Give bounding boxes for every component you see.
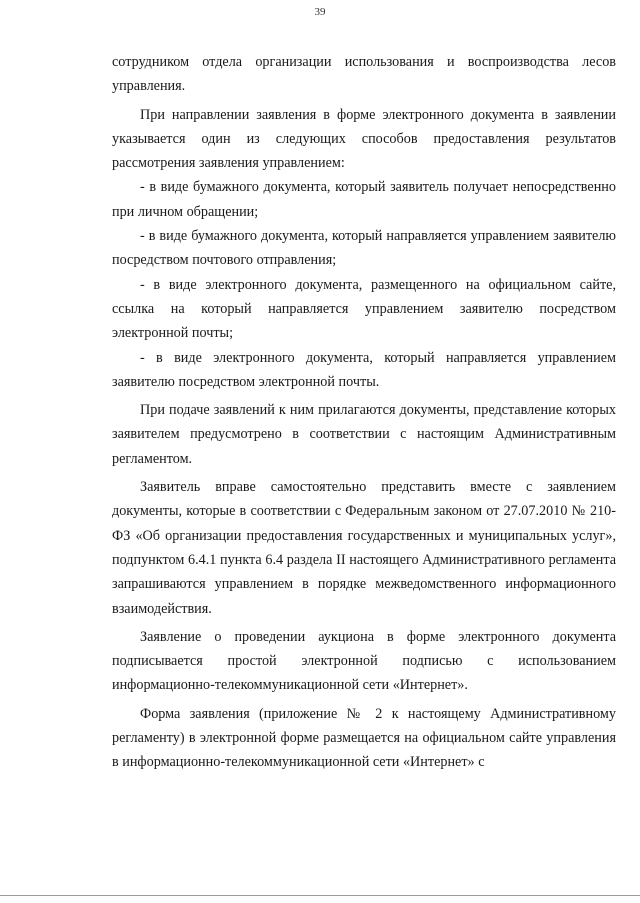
- page-bottom-rule: [0, 895, 640, 896]
- paragraph: сотрудником отдела организации использования и воспроизводства лесов управления.: [112, 54, 616, 95]
- list-item: - в виде электронного документа, который направляется управлением заявителю посредством электронной почты.: [112, 349, 616, 390]
- list-item: - в виде бумажного документа, который направляется управлением заявителю посредством почтового отправления;: [112, 228, 616, 269]
- document-body: [112, 50, 616, 775]
- paragraph: При подаче заявлений к ним прилагаются документы, представление которых заявителем предусмотрено в соответствии с настоящим Административным регламентом.: [112, 402, 616, 467]
- list-item: - в виде электронного документа, размещенного на официальном сайте, ссылка на который направляется управлением заявителю посредством электронной почты;: [112, 276, 616, 342]
- paragraph: Форма заявления (приложение № 2 к настоящему Административному регламенту) в электронной форме размещается на официальном сайте управления в информационно-телекоммуникационной сети «Интернет» с: [112, 705, 616, 771]
- paragraph: Заявление о проведении аукциона в форме электронного документа подписывается простой электронной подписью с использованием информационно-телекоммуникационной сети «Интернет».: [112, 628, 616, 694]
- paragraph: При направлении заявления в форме электронного документа в заявлении указывается один из следующих способов предоставления результатов рассмотрения заявления управлением:: [112, 106, 616, 172]
- list-item: - в виде бумажного документа, который заявитель получает непосредственно при личном обращении;: [112, 179, 616, 220]
- paragraph: Заявитель вправе самостоятельно представить вместе с заявлением документы, которые в соответствии с Федеральным законом от 27.07.2010 № 210-ФЗ «Об организации предоставления государственных и муниципальных услуг», подпунктом 6.4.1 пункта 6.4 раздела II настоящего Административного регламента запрашиваются управлением в порядке межведомственного информационного взаимодействия.: [112, 479, 616, 617]
- page-number: 39: [314, 6, 326, 18]
